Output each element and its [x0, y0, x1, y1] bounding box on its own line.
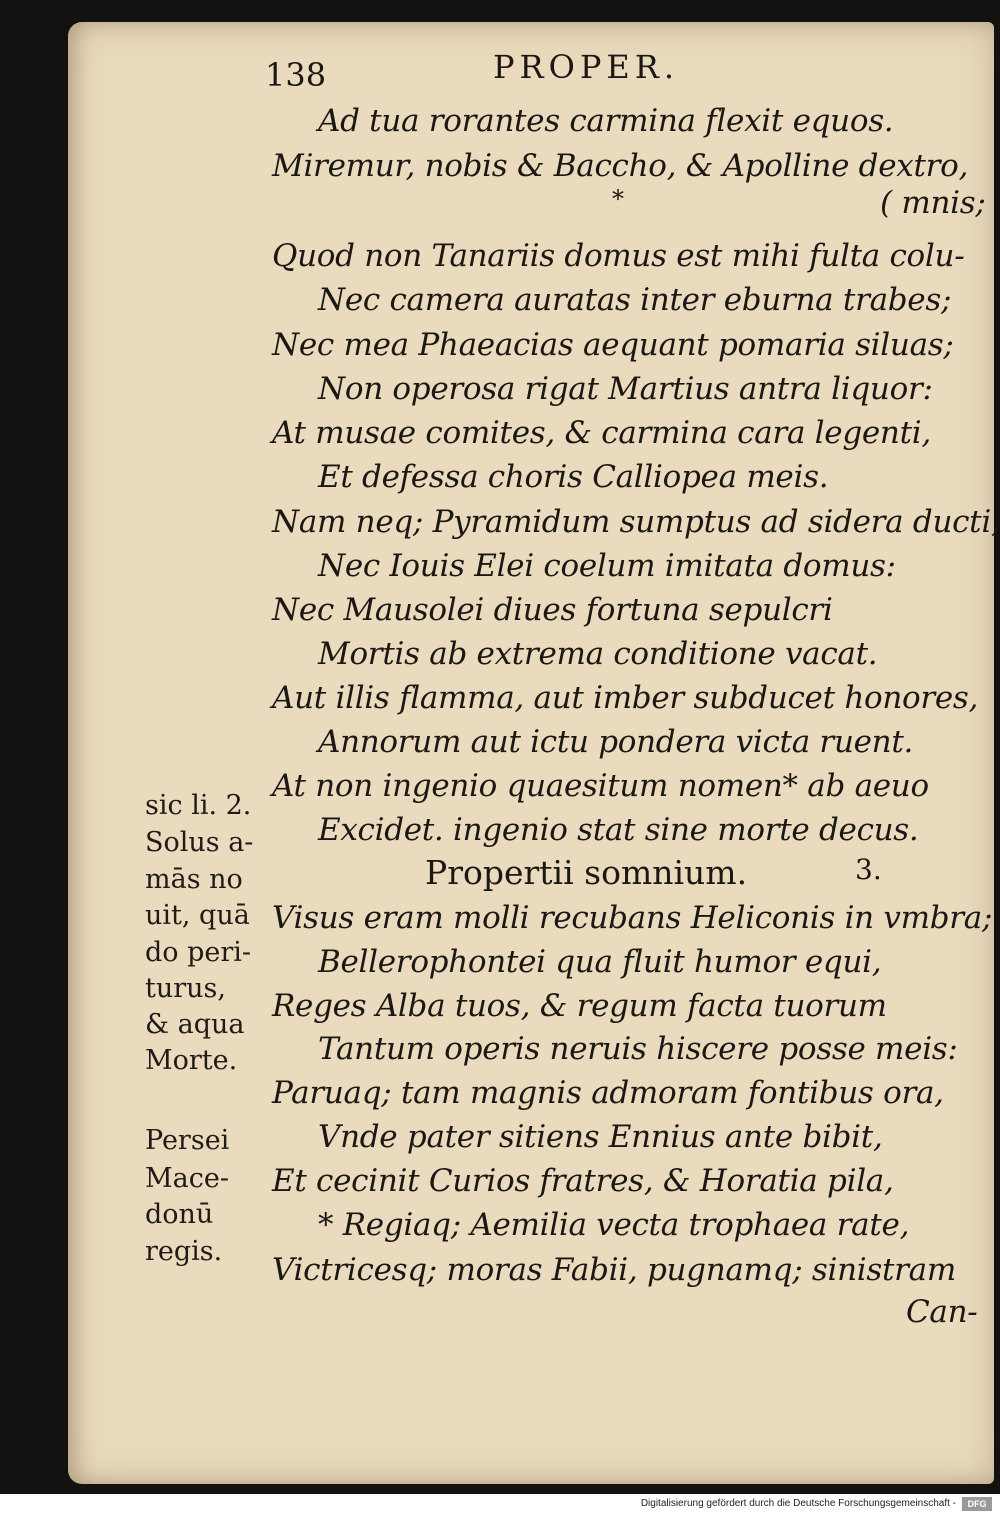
- marginal-note: & aqua: [145, 1009, 245, 1040]
- running-title: PROPER.: [493, 48, 680, 86]
- marginal-note: regis.: [145, 1236, 223, 1267]
- verse-line: Tantum operis neruis hiscere posse meis:: [318, 1031, 958, 1067]
- page-number: 138: [265, 56, 327, 94]
- funding-credit: Digitalisierung gefördert durch die Deutsche Forschungsgemeinschaft -: [640, 1498, 956, 1509]
- marginal-note: Mace-: [145, 1163, 229, 1194]
- verse-line: Aut illis flamma, aut imber subducet honores,: [272, 680, 979, 716]
- verse-line: Annorum aut ictu pondera victa ruent.: [318, 724, 914, 760]
- marginal-note: mās no: [145, 864, 243, 895]
- verse-line-overrun: ( mnis;: [880, 185, 986, 221]
- verse-line: Nec mea Phaeacias aequant pomaria siluas;: [272, 327, 954, 363]
- marginal-note: uit, quā: [145, 900, 250, 931]
- verse-line: Quod non Tanariis domus est mihi fulta colu-: [272, 238, 965, 274]
- marginal-note: Morte.: [145, 1045, 238, 1076]
- verse-line: Excidet. ingenio stat sine morte decus.: [318, 812, 919, 848]
- verse-line: Vnde pater sitiens Ennius ante bibit,: [318, 1119, 883, 1155]
- verse-line: Et cecinit Curios fratres, & Horatia pila,: [272, 1163, 894, 1199]
- verse-line: Et defessa choris Calliopea meis.: [318, 459, 829, 495]
- marginal-note: turus,: [145, 973, 226, 1004]
- verse-line: At non ingenio quaesitum nomen* ab aeuo: [272, 768, 929, 804]
- verse-line: * Regiaq; Aemilia vecta trophaea rate,: [318, 1207, 910, 1243]
- verse-line: Nec Iouis Elei coelum imitata domus:: [318, 548, 896, 584]
- footer-bar: [0, 1494, 1000, 1515]
- verse-line: Non operosa rigat Martius antra liquor:: [318, 371, 933, 407]
- verse-line: Mortis ab extrema conditione vacat.: [318, 636, 878, 672]
- asterisk-mark: *: [612, 185, 624, 213]
- verse-line: Nec Mausolei diues fortuna sepulcri: [272, 592, 833, 628]
- verse-line: Miremur, nobis & Baccho, & Apolline dextro,: [272, 148, 969, 184]
- verse-line: Ad tua rorantes carmina flexit equos.: [318, 103, 894, 139]
- marginal-note: Solus a-: [145, 827, 254, 858]
- marginal-note: donū: [145, 1199, 214, 1230]
- verse-line: Nec camera auratas inter eburna trabes;: [318, 282, 952, 318]
- section-heading: Propertii somnium.: [425, 853, 748, 892]
- verse-line: Nam neq; Pyramidum sumptus ad sidera ducti,: [272, 504, 1000, 540]
- verse-line: Reges Alba tuos, & regum facta tuorum: [272, 988, 887, 1024]
- verse-line: Victricesq; moras Fabii, pugnamq; sinistram: [272, 1252, 956, 1288]
- marginal-note: do peri-: [145, 937, 252, 968]
- verse-line: Paruaq; tam magnis admoram fontibus ora,: [272, 1075, 944, 1111]
- verse-line: Bellerophontei qua fluit humor equi,: [318, 944, 882, 980]
- verse-line: At musae comites, & carmina cara legenti,: [272, 415, 931, 451]
- verse-line: Visus eram molli recubans Heliconis in vmbra;: [272, 900, 993, 936]
- marginal-note: sic li. 2.: [145, 790, 252, 821]
- marginal-note: Persei: [145, 1125, 230, 1156]
- catchword: Can-: [906, 1294, 978, 1330]
- dfg-logo: DFG: [962, 1497, 992, 1511]
- section-number: 3.: [855, 853, 882, 886]
